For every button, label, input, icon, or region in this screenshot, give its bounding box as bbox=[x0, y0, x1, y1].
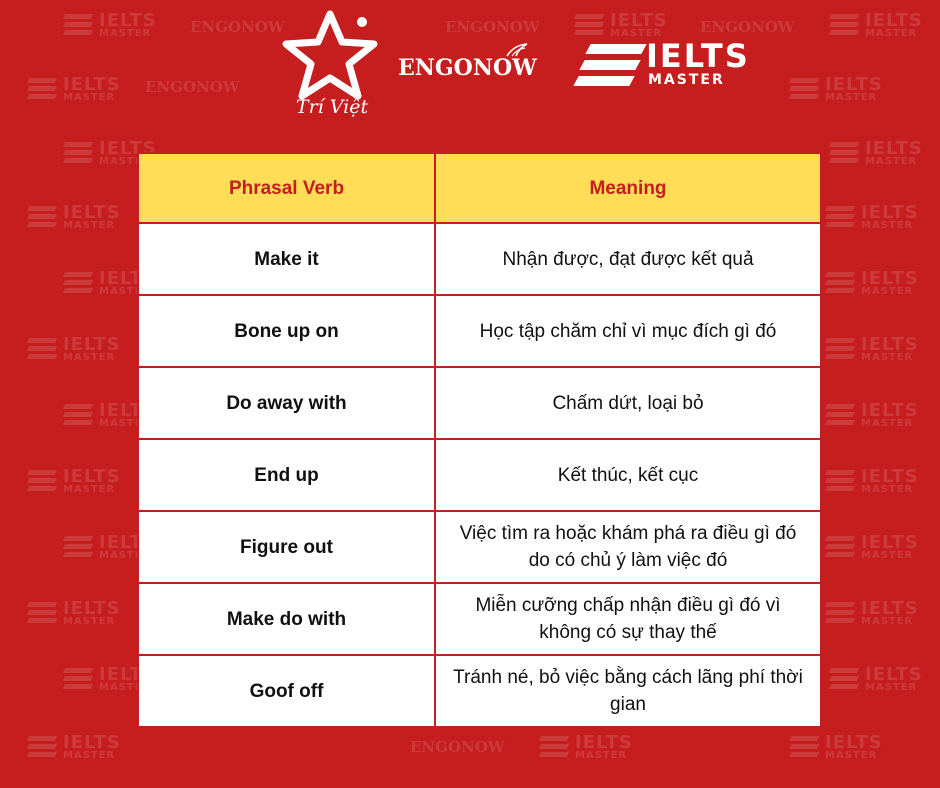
wing-icon bbox=[506, 43, 528, 57]
watermark-engonow: ENGONOW bbox=[145, 78, 240, 96]
meaning-cell: Tránh né, bỏ việc bằng cách lãng phí thời gian bbox=[435, 655, 821, 727]
watermark-engonow: ENGONOW bbox=[700, 18, 795, 36]
watermark-ielts-master: IELTS MASTER bbox=[64, 402, 157, 429]
watermark-ielts-master: IELTS MASTER bbox=[575, 12, 668, 39]
meaning-cell: Kết thúc, kết cục bbox=[435, 439, 821, 511]
watermark-ielts-master: IELTS MASTER bbox=[540, 734, 633, 761]
watermark-ielts-master: IELTS MASTER bbox=[826, 534, 919, 561]
watermark-ielts-master: IELTS MASTER bbox=[64, 270, 157, 297]
watermark-ielts-master: IELTS MASTER bbox=[826, 270, 919, 297]
watermark-ielts-master: IELTS MASTER bbox=[28, 336, 121, 363]
watermark-ielts-master: IELTS MASTER bbox=[64, 534, 157, 561]
watermark-ielts-master: IELTS MASTER bbox=[830, 12, 923, 39]
table-row bbox=[138, 439, 821, 511]
watermark-engonow: ENGONOW bbox=[190, 18, 285, 36]
phrasal-verb-cell: Bone up on bbox=[138, 295, 435, 367]
watermark-ielts-master: IELTS MASTER bbox=[830, 140, 923, 167]
engonow-logo bbox=[398, 55, 537, 81]
meaning-cell: Miễn cưỡng chấp nhận điều gì đó vì không có sự thay thế bbox=[435, 583, 821, 655]
watermark-engonow: ENGONOW bbox=[445, 18, 540, 36]
ielts-master-logo bbox=[578, 37, 750, 92]
phrasal-verb-cell: Make do with bbox=[138, 583, 435, 655]
ielts-logo-line2: MASTER bbox=[648, 72, 725, 88]
watermark-ielts-master: IELTS MASTER bbox=[64, 12, 157, 39]
table-row bbox=[138, 583, 821, 655]
watermark-ielts-master: IELTS MASTER bbox=[28, 734, 121, 761]
meaning-cell: Việc tìm ra hoặc khám phá ra điều gì đó do có chủ ý làm việc đó bbox=[435, 511, 821, 583]
table-header-row bbox=[138, 153, 821, 223]
watermark-ielts-master: IELTS MASTER bbox=[826, 204, 919, 231]
phrasal-verb-cell: End up bbox=[138, 439, 435, 511]
engonow-logo-text: ENGONOW bbox=[398, 55, 537, 81]
phrasal-verb-table bbox=[137, 152, 822, 728]
ielts-book-icon bbox=[578, 44, 640, 88]
watermark-ielts-master: IELTS MASTER bbox=[826, 336, 919, 363]
phrasal-verb-cell: Do away with bbox=[138, 367, 435, 439]
trivet-logo bbox=[280, 10, 380, 128]
table-row bbox=[138, 295, 821, 367]
table-row bbox=[138, 655, 821, 727]
ielts-logo-line1: IELTS bbox=[646, 37, 750, 75]
meaning-cell: Nhận được, đạt được kết quả bbox=[435, 223, 821, 295]
phrasal-verb-cell: Make it bbox=[138, 223, 435, 295]
watermark-ielts-master: IELTS MASTER bbox=[28, 468, 121, 495]
watermark-ielts-master: IELTS MASTER bbox=[826, 600, 919, 627]
star-icon bbox=[280, 10, 380, 100]
header-phrasal-verb: Phrasal Verb bbox=[138, 153, 435, 223]
watermark-ielts-master: IELTS MASTER bbox=[64, 666, 157, 693]
phrasal-verb-cell: Figure out bbox=[138, 511, 435, 583]
watermark-ielts-master: IELTS MASTER bbox=[790, 76, 883, 103]
meaning-cell: Chấm dứt, loại bỏ bbox=[435, 367, 821, 439]
phrasal-verb-cell: Goof off bbox=[138, 655, 435, 727]
watermark-ielts-master: IELTS MASTER bbox=[830, 666, 923, 693]
watermark-ielts-master: IELTS MASTER bbox=[826, 468, 919, 495]
watermark-ielts-master: IELTS MASTER bbox=[826, 402, 919, 429]
header-meaning: Meaning bbox=[435, 153, 821, 223]
meaning-cell: Học tập chăm chỉ vì mục đích gì đó bbox=[435, 295, 821, 367]
watermark-ielts-master: IELTS MASTER bbox=[28, 76, 121, 103]
watermark-engonow: ENGONOW bbox=[410, 738, 505, 756]
trivet-logo-text: Trí Việt bbox=[295, 96, 369, 118]
watermark-ielts-master: IELTS MASTER bbox=[790, 734, 883, 761]
table-row bbox=[138, 511, 821, 583]
watermark-ielts-master: IELTS MASTER bbox=[28, 204, 121, 231]
watermark-ielts-master: IELTS MASTER bbox=[28, 600, 121, 627]
table-row bbox=[138, 367, 821, 439]
watermark-ielts-master: IELTS MASTER bbox=[64, 140, 157, 167]
table-row bbox=[138, 223, 821, 295]
